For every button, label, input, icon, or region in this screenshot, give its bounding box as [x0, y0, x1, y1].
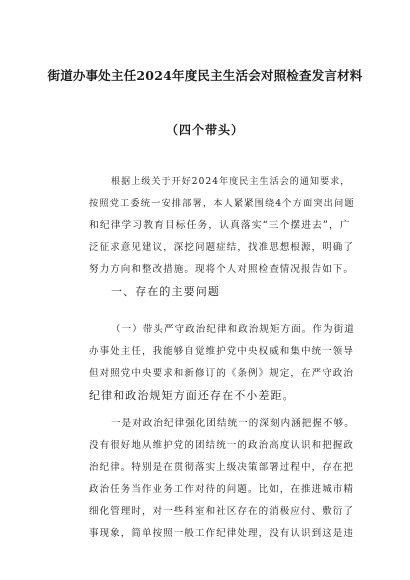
paragraph-line: 但对照党中央要求和新修订的《条例》规定，在严守政治	[89, 368, 355, 379]
paragraph-line: 根据上级关于开好2024年度民主生活会的通知要求，	[111, 177, 351, 187]
document-subtitle: （四个带头）	[165, 123, 244, 137]
paragraph-line: 努力方向和整改措施。现将个人对照检查情况报告如下。	[89, 264, 355, 275]
document-title: 街道办事处主任2024年度民主生活会对照检查发言材料	[47, 68, 363, 83]
paragraph-line: 政治任务当作业务工作对待的问题。比如，在推进城市精	[89, 484, 355, 495]
paragraph-line: 泛征求意见建议，深挖问题症结，找准思想根源，明确了	[89, 242, 355, 253]
paragraph-line: 一是对政治纪律强化团结统一的深刻内涵把握不够。	[111, 418, 355, 429]
section-heading: 一、存在的主要问题	[111, 285, 220, 298]
paragraph-line: 和纪律学习教育目标任务，认真落实“三个摆进去”，广	[89, 220, 351, 231]
paragraph-line: 细化管理时，对一些科室和社区存在的消极应付、敷衍了	[89, 506, 355, 517]
paragraph-line: 没有很好地从维护党的团结统一的政治高度认识和把握政	[89, 440, 355, 451]
subsection-heading: （一）带头严守政治纪律和政治规矩方面。作为街道	[111, 324, 355, 335]
paragraph-line: 治纪律。特别是在贯彻落实上级决策部署过程中，存在把	[89, 462, 355, 473]
paragraph-line: 事现象，简单按照一般工作纪律处理，没有认识到这是违	[89, 528, 355, 539]
paragraph-line: 按照党工委统一安排部署，本人紧紧围绕4个方面突出问题	[89, 198, 355, 209]
paragraph-line: 办事处主任，我能够自觉维护党中央权威和集中统一领导	[89, 346, 355, 357]
paragraph-line: 纪律和政治规矩方面还存在不小差距。	[89, 389, 295, 402]
